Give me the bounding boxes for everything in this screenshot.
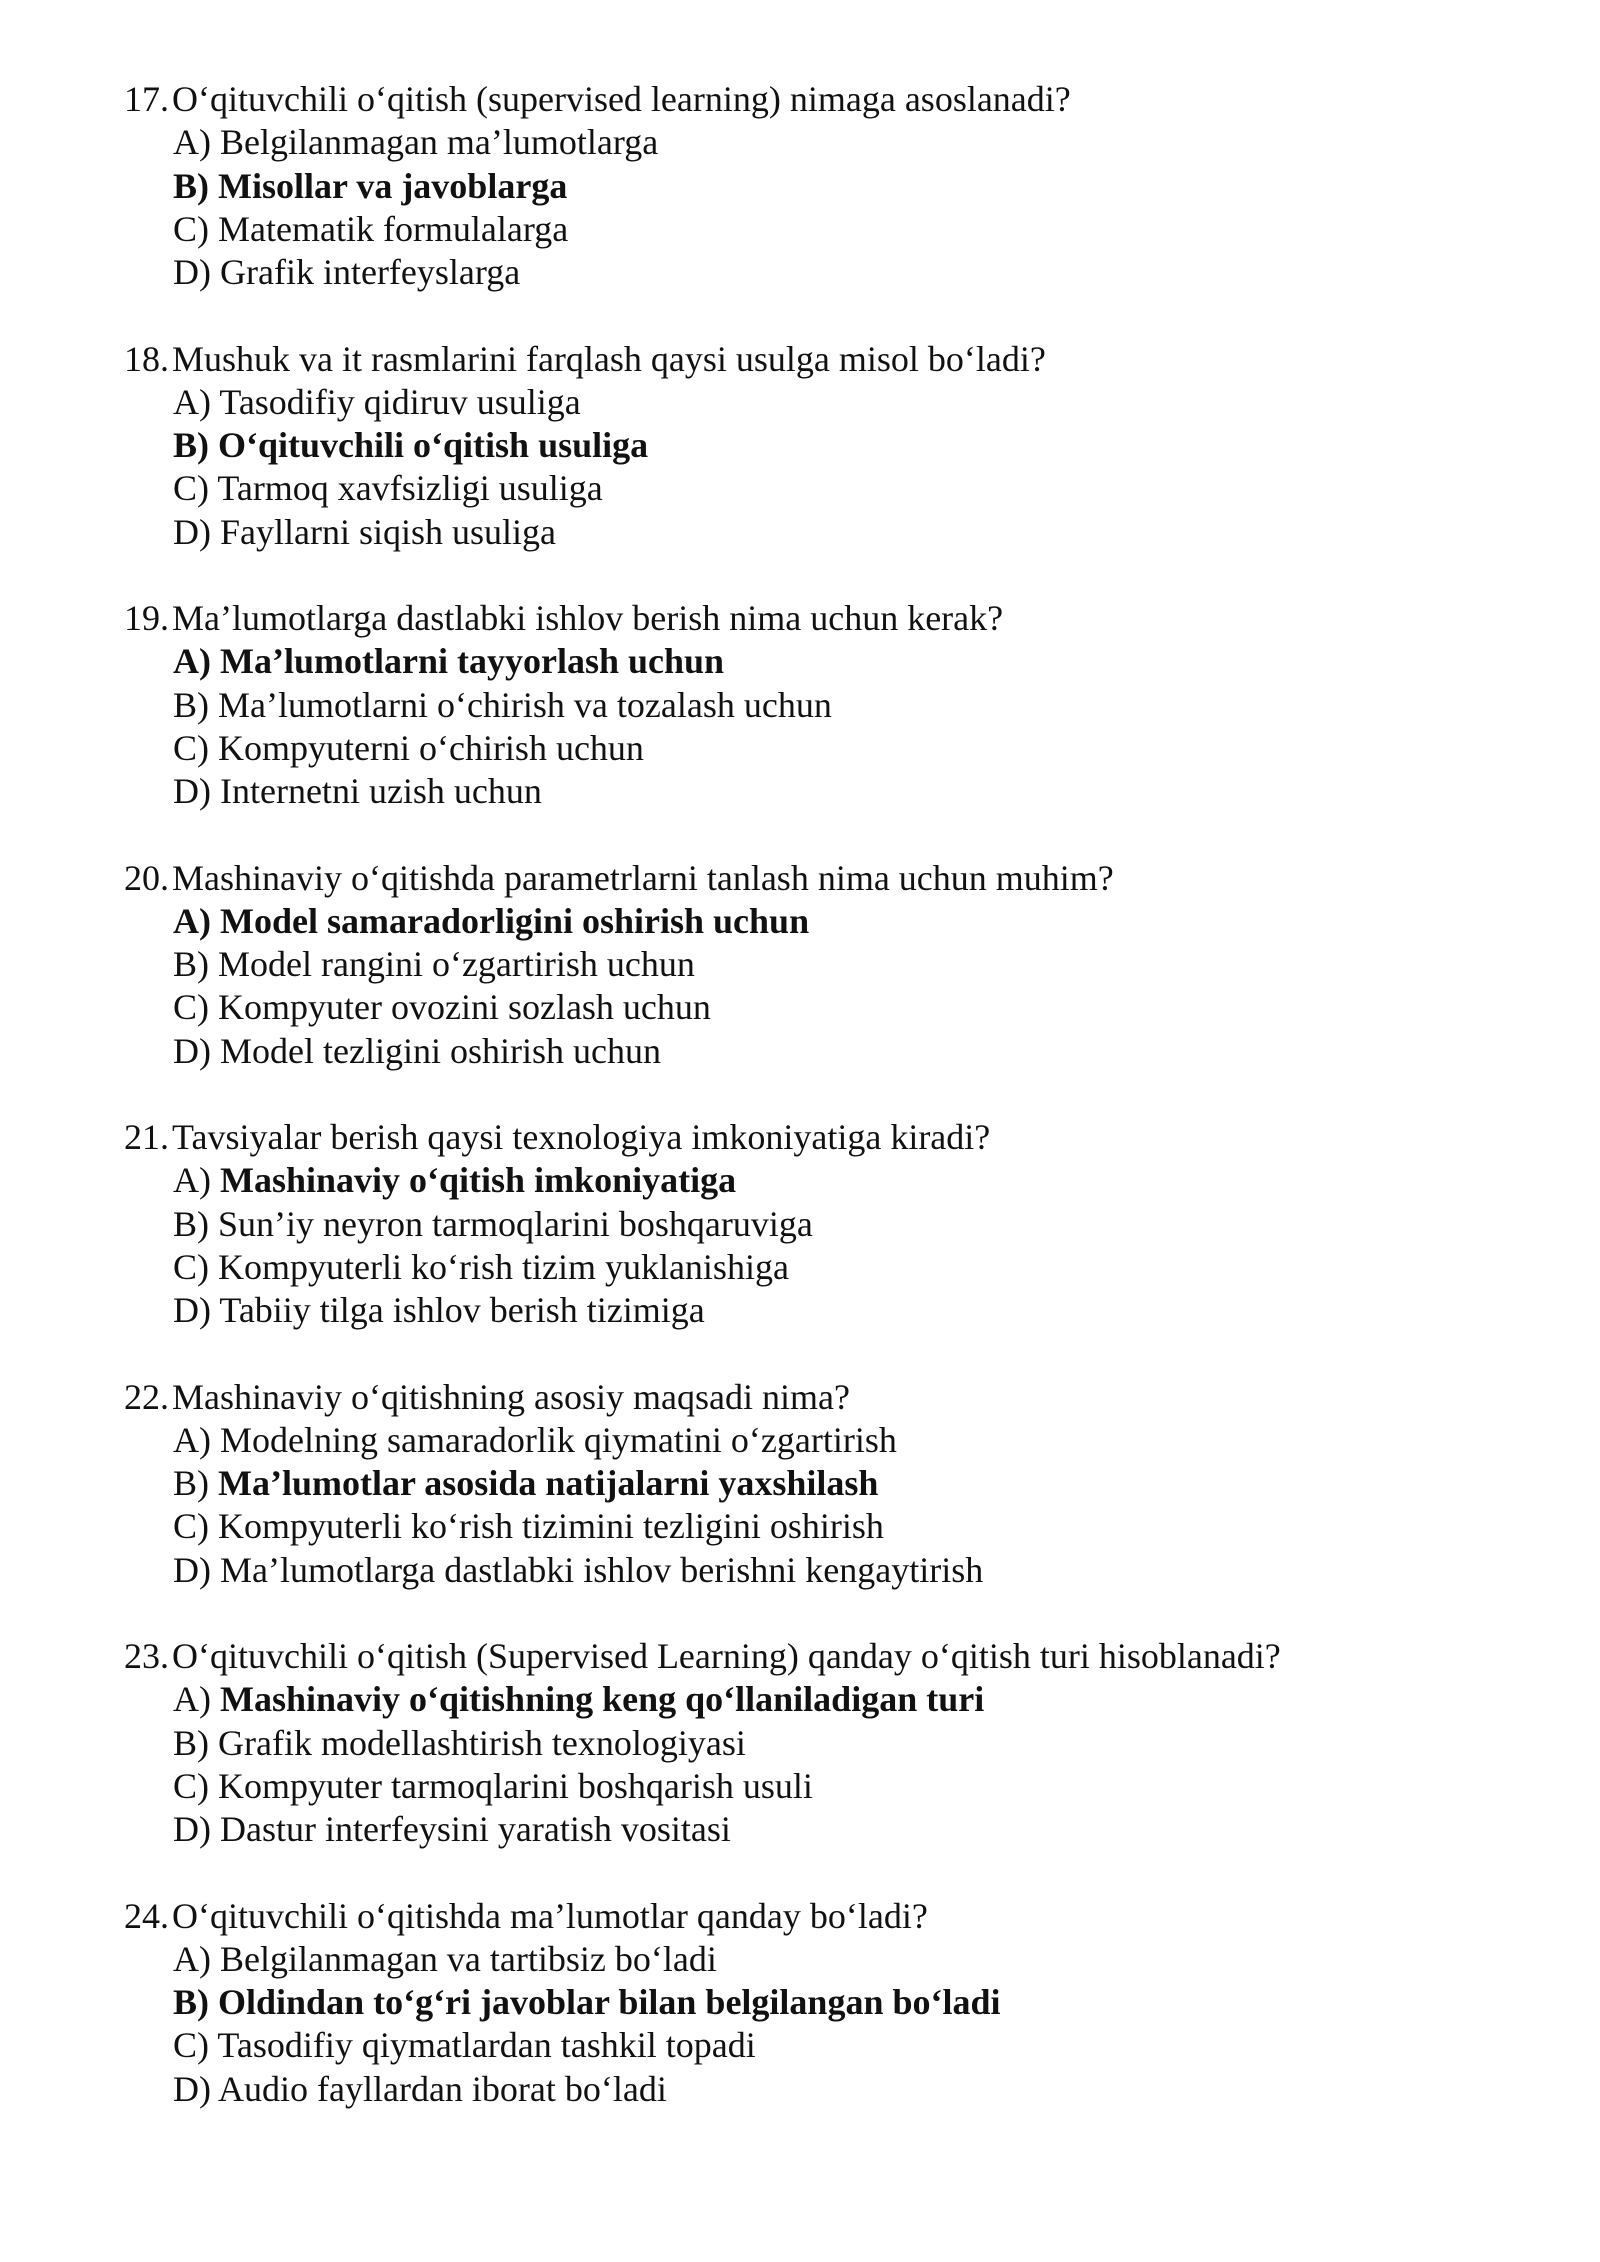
question-line [124, 338, 1544, 381]
question-text: Mushuk va it rasmlarini farqlash qaysi usulga misol bo‘ladi? [172, 338, 1046, 379]
option-text: Kompyuterli ko‘rish tizimini tezligini oshirish [218, 1506, 884, 1547]
option-text: Tabiiy tilga ishlov berish tizimiga [219, 1290, 705, 1331]
option-letter: C) [173, 208, 218, 249]
question-block [124, 338, 1544, 554]
question-line [124, 1376, 1544, 1419]
question-block [124, 1895, 1544, 2111]
option-text: Dastur interfeysini yaratish vositasi [220, 1809, 731, 1850]
option-letter: D) [173, 511, 220, 552]
question-line [124, 1116, 1544, 1159]
correct-answer-text: Misollar va javoblarga [218, 165, 568, 206]
question-line [124, 857, 1544, 900]
option-text: Sun’iy neyron tarmoqlarini boshqaruviga [218, 1203, 813, 1244]
option-letter: D) [173, 252, 220, 293]
correct-answer-text: Ma’lumotlarni tayyorlash uchun [220, 641, 725, 682]
question-text: Tavsiyalar berish qaysi texnologiya imkoniyatiga kiradi? [172, 1117, 991, 1157]
option-text: Model rangini o‘zgartirish uchun [218, 944, 695, 985]
answer-option [124, 208, 1544, 251]
question-number: 21. [124, 1117, 169, 1157]
answer-option [124, 2024, 1544, 2067]
correct-answer-text: Model samaradorligini oshirish uchun [220, 900, 810, 941]
option-text: Kompyuterli ko‘rish tizim yuklanishiga [218, 1246, 789, 1287]
option-text: Model tezligini oshirish uchun [220, 1030, 661, 1071]
option-letter: B) [173, 944, 218, 985]
option-letter: A) [173, 381, 220, 422]
option-letter: B) [173, 684, 218, 725]
question-number: 22. [124, 1376, 169, 1417]
answer-option [124, 640, 1544, 683]
correct-answer-text: Mashinaviy o‘qitish imkoniyatiga [220, 1160, 737, 1201]
option-letter: C) [173, 1246, 218, 1287]
answer-option [124, 1159, 1544, 1202]
answer-option [124, 986, 1544, 1029]
question-block [124, 1635, 1544, 1851]
option-text: Kompyuter ovozini sozlash uchun [218, 987, 711, 1028]
question-block [124, 78, 1544, 294]
answer-option [124, 1505, 1544, 1548]
answer-option [124, 511, 1544, 554]
option-text: Matematik formulalarga [218, 208, 569, 249]
option-letter: D) [173, 771, 220, 812]
answer-option [124, 424, 1544, 467]
option-letter: C) [173, 468, 218, 509]
answer-option [124, 727, 1544, 770]
question-line [124, 78, 1544, 121]
option-text: Ma’lumotlarni o‘chirish va tozalash uchun [218, 684, 832, 725]
option-text: Internetni uzish uchun [220, 771, 542, 812]
option-text: Fayllarni siqish usuliga [220, 511, 556, 552]
option-letter: C) [173, 987, 218, 1028]
option-letter: A) [173, 1938, 220, 1979]
question-text: O‘qituvchili o‘qitish (supervised learning) nimaga asoslanadi? [172, 79, 1071, 119]
option-letter: D) [173, 1549, 220, 1590]
answer-option [124, 1981, 1544, 2024]
option-text: Modelning samaradorlik qiymatini o‘zgartirish [220, 1419, 897, 1460]
correct-answer-text: Oldindan to‘g‘ri javoblar bilan belgilangan bo‘ladi [218, 1982, 1001, 2023]
question-number: 23. [124, 1636, 169, 1676]
option-letter: B) [173, 1463, 218, 1504]
option-text: Grafik modellashtirish texnologiyasi [218, 1722, 746, 1763]
option-letter: A) [173, 122, 220, 163]
answer-option [124, 1289, 1544, 1332]
answer-option [124, 1203, 1544, 1246]
question-line [124, 1635, 1544, 1678]
option-letter: B) [173, 425, 218, 466]
question-text: Mashinaviy o‘qitishda parametrlarni tanlash nima uchun muhim? [172, 857, 1114, 898]
answer-option [124, 1030, 1544, 1073]
answer-option [124, 251, 1544, 294]
option-text: Tasodifiy qiymatlardan tashkil topadi [217, 2025, 756, 2066]
answer-option [124, 1808, 1544, 1851]
answer-option [124, 943, 1544, 986]
option-text: Tasodifiy qidiruv usuliga [219, 381, 581, 422]
question-text: O‘qituvchili o‘qitishda ma’lumotlar qanday bo‘ladi? [172, 1895, 928, 1936]
question-block [124, 597, 1544, 813]
question-text: Ma’lumotlarga dastlabki ishlov berish nima uchun kerak? [172, 598, 1004, 638]
question-number: 20. [124, 857, 169, 898]
option-letter: B) [173, 1203, 218, 1244]
answer-option [124, 121, 1544, 164]
option-letter: A) [173, 1679, 220, 1720]
answer-option [124, 1549, 1544, 1592]
option-text: Kompyuterni o‘chirish uchun [218, 727, 644, 768]
answer-option [124, 900, 1544, 943]
question-text: Mashinaviy o‘qitishning asosiy maqsadi nima? [172, 1376, 850, 1417]
option-letter: C) [173, 1765, 218, 1806]
option-letter: B) [173, 1722, 218, 1763]
option-text: Belgilanmagan ma’lumotlarga [220, 122, 659, 163]
question-block [124, 1376, 1544, 1592]
answer-option [124, 1722, 1544, 1765]
option-letter: D) [173, 1030, 220, 1071]
option-letter: D) [173, 1809, 220, 1850]
answer-option [124, 381, 1544, 424]
option-text: Ma’lumotlarga dastlabki ishlov berishni kengaytirish [220, 1549, 984, 1590]
option-letter: A) [173, 1419, 220, 1460]
option-letter: A) [173, 900, 220, 941]
answer-option [124, 1246, 1544, 1289]
answer-option [124, 1765, 1544, 1808]
option-letter: B) [173, 165, 218, 206]
option-letter: D) [173, 2068, 218, 2109]
answer-option [124, 165, 1544, 208]
question-block [124, 857, 1544, 1073]
option-text: Audio fayllardan iborat bo‘ladi [218, 2068, 667, 2109]
question-text: O‘qituvchili o‘qitish (Supervised Learning) qanday o‘qitish turi hisoblanadi? [172, 1636, 1281, 1676]
option-letter: C) [173, 727, 218, 768]
question-number: 17. [124, 79, 169, 119]
answer-option [124, 467, 1544, 510]
option-text: Tarmoq xavfsizligi usuliga [217, 468, 603, 509]
option-text: Belgilanmagan va tartibsiz bo‘ladi [220, 1938, 717, 1979]
option-text: Grafik interfeyslarga [220, 252, 521, 293]
option-text: Kompyuter tarmoqlarini boshqarish usuli [218, 1765, 813, 1806]
answer-option [124, 2068, 1544, 2111]
question-number: 24. [124, 1895, 169, 1936]
correct-answer-text: O‘qituvchili o‘qitish usuliga [218, 425, 649, 466]
correct-answer-text: Mashinaviy o‘qitishning keng qo‘llaniladigan turi [220, 1679, 985, 1720]
correct-answer-text: Ma’lumotlar asosida natijalarni yaxshilash [218, 1463, 879, 1504]
question-line [124, 1895, 1544, 1938]
answer-option [124, 770, 1544, 813]
question-line [124, 597, 1544, 640]
answer-option [124, 1462, 1544, 1505]
option-letter: A) [173, 641, 220, 682]
option-letter: C) [173, 1506, 218, 1547]
question-number: 19. [124, 598, 169, 638]
option-letter: D) [173, 1290, 220, 1331]
option-letter: A) [173, 1160, 220, 1201]
answer-option [124, 1419, 1544, 1462]
answer-option [124, 1938, 1544, 1981]
answer-option [124, 1678, 1544, 1721]
option-letter: C) [173, 2025, 218, 2066]
answer-option [124, 684, 1544, 727]
question-number: 18. [124, 338, 169, 379]
option-letter: B) [173, 1982, 218, 2023]
question-block [124, 1116, 1544, 1332]
